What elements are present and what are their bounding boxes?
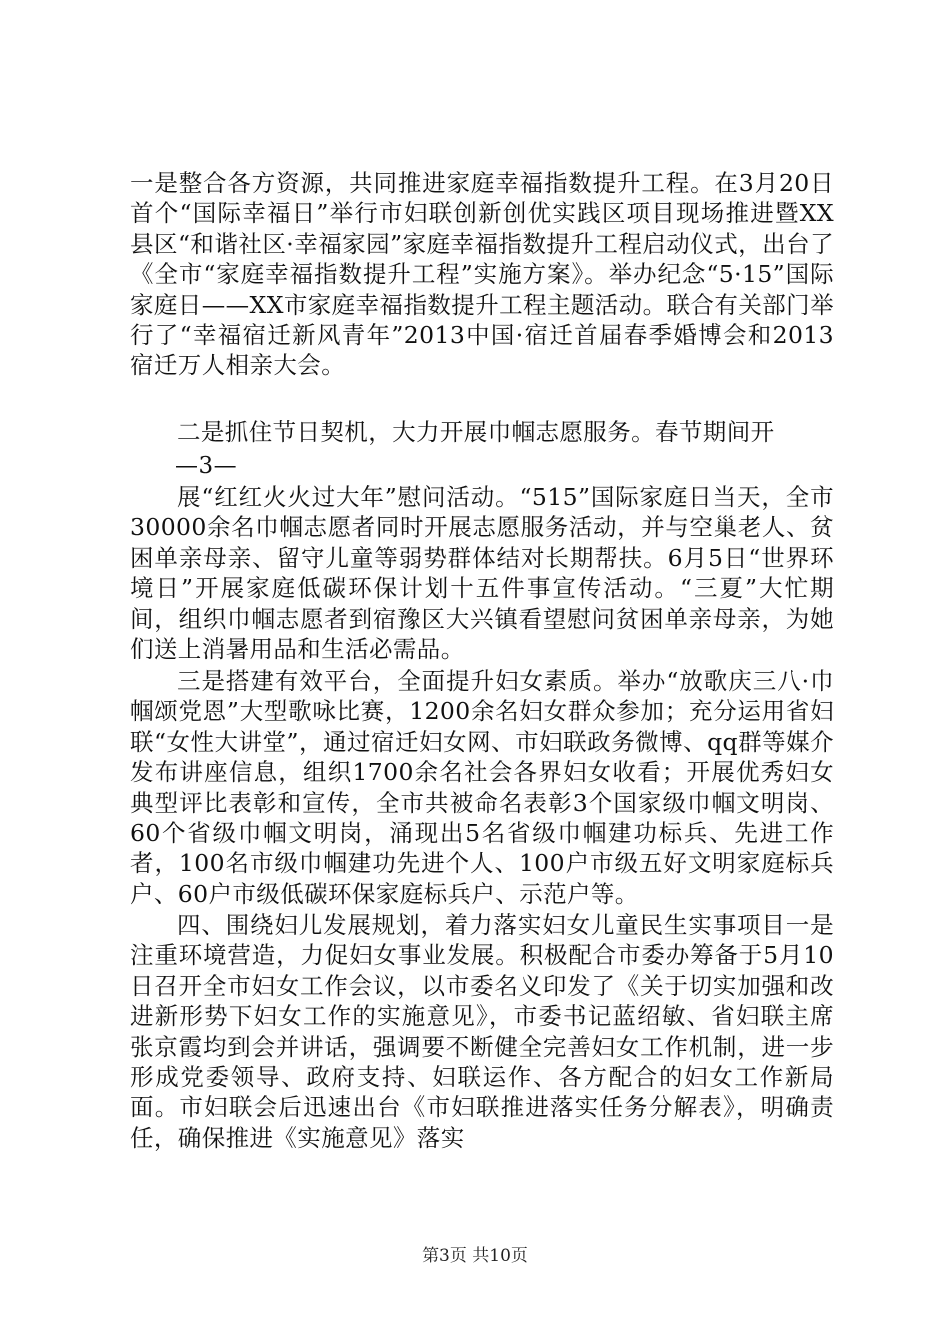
paragraph-festival-volunteer: 二是抓住节日契机，大力开展巾帼志愿服务。春节期间开 xyxy=(177,418,775,446)
page-footer: 第3页 共10页 xyxy=(422,1246,528,1266)
paragraph-volunteer-activities: 展“红红火火过大年”慰问活动。“515”国际家庭日当天，全市30000余名巾帼志愿者同时开展志愿服务活动，并与空巢老人、贫困单亲母亲、留守儿童等弱势群体结对长期帮扶。6月5日“世界环境日”开展家庭低碳环保计划十五件事宣传活动。“三夏”大忙期间，组织巾帼志愿者到宿豫区大兴镇看望慰问贫困单亲母亲，为她们送上消暑用品和生活必需品。 xyxy=(130,483,834,664)
paragraph-women-quality: 三是搭建有效平台，全面提升妇女素质。举办“放歌庆三八·巾帼颂党恩”大型歌咏比赛，1200余名妇女群众参加；充分运用省妇联“女性大讲堂”，通过宿迁妇女网、市妇联政务微博、qq群等媒介发布讲座信息，组织1700余名社会各界妇女收看；开展优秀妇女典型评比表彰和宣传，全市共被命名表彰3个国家级巾帼文明岗、60个省级巾帼文明岗，涌现出5名省级巾帼建功标兵、先进工作者，100名市级巾帼建功先进个人、100户市级五好文明家庭标兵户、60户市级低碳环保家庭标兵户、示范户等。 xyxy=(130,667,834,908)
paragraph-development-plan: 四、围绕妇儿发展规划，着力落实妇女儿童民生实事项目一是注重环境营造，力促妇女事业发展。积极配合市委办筹备于5月10日召开全市妇女工作会议，以市委名义印发了《关于切实加强和改进新形势下妇女工作的实施意见》，市委书记蓝绍敏、省妇联主席张京霞均到会并讲话，强调要不断健全完善妇女工作机制，进一步形成党委领导、政府支持、妇联运作、各方配合的妇女工作新局面。市妇联会后迅速出台《市妇联推进落实任务分解表》，明确责任，确保推进《实施意见》落实 xyxy=(130,911,834,1152)
paragraph-integrate-resources: 一是整合各方资源，共同推进家庭幸福指数提升工程。在3月20日首个“国际幸福日”举行市妇联创新创优实践区项目现场推进暨XX县区“和谐社区·幸福家园”家庭幸福指数提升工程启动仪式，出台了《全市“家庭幸福指数提升工程”实施方案》。举办纪念“5·15”国际家庭日——XX市家庭幸福指数提升工程主题活动。联合有关部门举行了“幸福宿迁新风青年”2013中国·宿迁首届春季婚博会和2013宿迁万人相亲大会。 xyxy=(130,169,834,380)
inline-page-marker: —3— xyxy=(175,453,238,479)
